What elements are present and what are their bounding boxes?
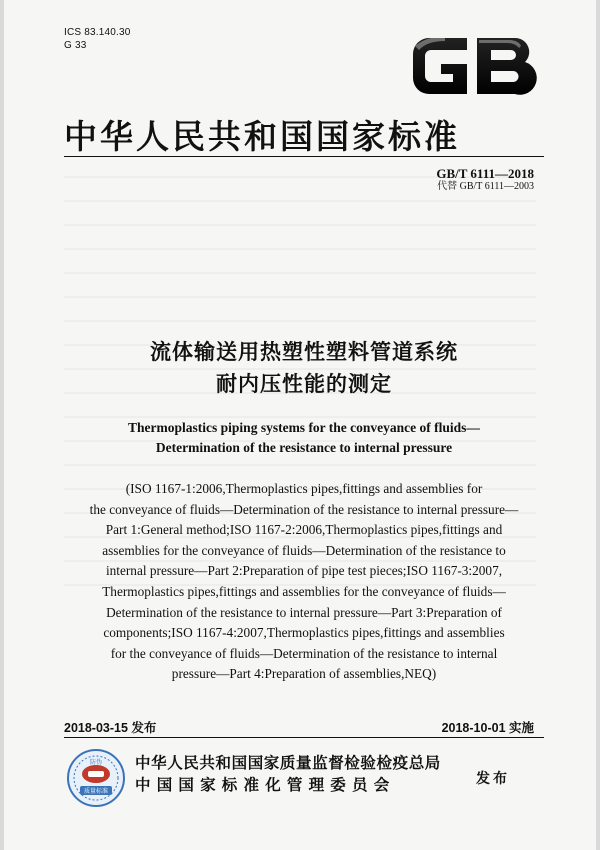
seal-text-top: 防伪 bbox=[89, 759, 103, 766]
publish-label: 发布 bbox=[476, 771, 510, 787]
standard-number-block bbox=[436, 166, 534, 193]
ccs-code: G 33 bbox=[64, 40, 87, 51]
ics-code: ICS 83.140.30 bbox=[64, 27, 131, 38]
iso-reference-line: Part 1:General method;ISO 1167-2:2006,Thermoplastics pipes,fittings and bbox=[105, 522, 503, 538]
title-en-line1: Thermoplastics piping systems for the conveyance of fluids— bbox=[128, 420, 480, 435]
issuer-line1: 中华人民共和国国家质量监督检验检疫总局 bbox=[135, 754, 441, 772]
title-cn-line1: 流体输送用热塑性塑料管道系统 bbox=[150, 340, 458, 364]
gb-logo bbox=[407, 28, 539, 104]
bottom-rule bbox=[64, 737, 544, 738]
gb-logo-text: GB bbox=[473, 100, 475, 101]
anti-counterfeit-seal-icon bbox=[66, 748, 126, 808]
issuing-authorities bbox=[135, 752, 441, 796]
classification-codes bbox=[64, 26, 131, 52]
title-cn-line2: 耐内压性能的测定 bbox=[216, 372, 392, 396]
iso-reference-line: Thermoplastics pipes,fittings and assemblies for the conveyance of fluids— bbox=[102, 583, 506, 599]
top-rule bbox=[64, 156, 544, 157]
standard-code: GB/T 6111—2018 bbox=[436, 166, 534, 181]
iso-reference bbox=[76, 479, 532, 685]
iso-reference-line: (ISO 1167-1:2006,Thermoplastics pipes,fittings and assemblies for bbox=[125, 481, 483, 496]
implementation-date: 2018-10-01 实施 bbox=[441, 721, 534, 735]
iso-reference-line: Determination of the resistance to internal pressure—Part 3:Preparation of bbox=[106, 604, 502, 620]
standard-type-title: 中华人民共和国国家标准 bbox=[64, 117, 460, 156]
seal-text-bottom: 质量标准 bbox=[83, 788, 109, 795]
issue-date: 2018-03-15 发布 bbox=[64, 721, 157, 735]
replaces-code: 代替 GB/T 6111—2003 bbox=[437, 181, 534, 192]
iso-reference-line: pressure—Part 4:Preparation of assemblies,NEQ) bbox=[171, 666, 437, 682]
iso-reference-line: internal pressure—Part 2:Preparation of pipe test pieces;ISO 1167-3:2007, bbox=[105, 563, 503, 579]
iso-reference-line: components;ISO 1167-4:2007,Thermoplastics pipes,fittings and assemblies bbox=[103, 625, 505, 641]
iso-reference-line: the conveyance of fluids—Determination of the resistance to internal pressure— bbox=[89, 501, 519, 517]
issuer-line2: 中国国家标准化管理委员会 bbox=[135, 776, 396, 794]
iso-reference-line: for the conveyance of fluids—Determination of the resistance to internal bbox=[110, 645, 498, 661]
iso-reference-line: assemblies for the conveyance of fluids—Determination of the resistance to bbox=[102, 542, 506, 558]
title-en-line2: Determination of the resistance to internal pressure bbox=[155, 440, 453, 455]
